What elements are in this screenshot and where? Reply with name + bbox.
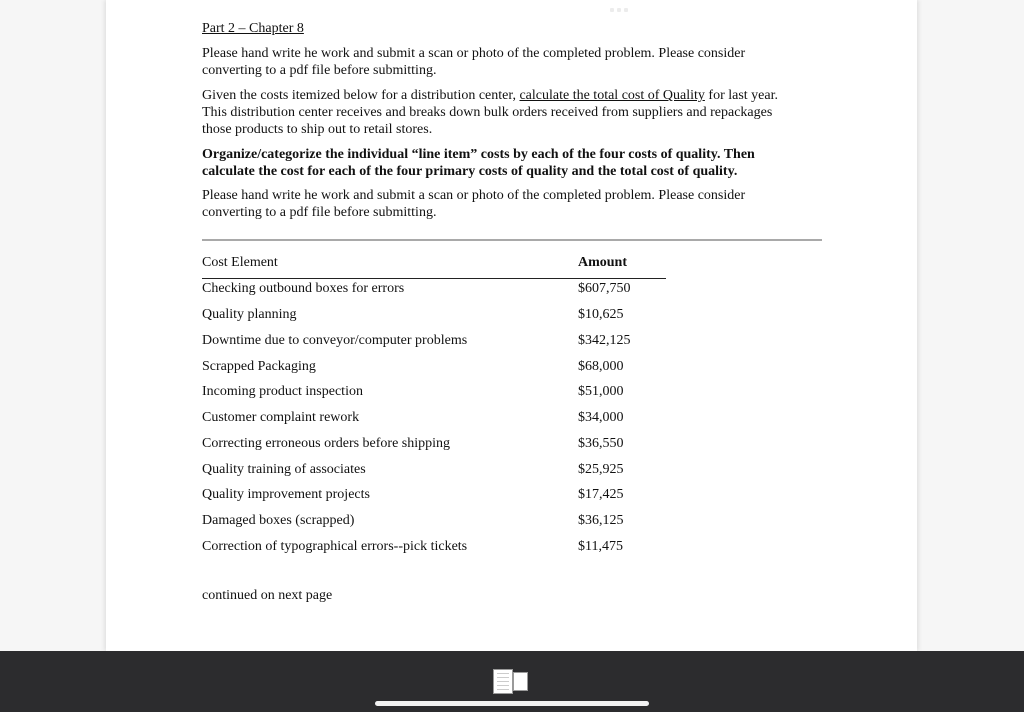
table-row	[202, 332, 672, 349]
cost-element: Quality improvement projects	[202, 487, 370, 502]
cost-element: Customer complaint rework	[202, 410, 360, 425]
instructions-repeat-line-1: Please hand write he work and submit a scan or photo of the completed problem. Please consider	[202, 188, 746, 203]
amount: $17,425	[578, 487, 624, 502]
underlined-task: calculate the total cost of Quality	[519, 88, 705, 103]
cost-element: Checking outbound boxes for errors	[202, 281, 405, 296]
page-title: Part 2 – Chapter 8	[202, 21, 304, 36]
table-row	[202, 409, 672, 426]
cost-element: Scrapped Packaging	[202, 359, 316, 374]
cost-element: Correcting erroneous orders before shipping	[202, 436, 451, 451]
table-row	[202, 306, 672, 323]
table-row	[202, 512, 672, 529]
cost-element: Correction of typographical errors--pick tickets	[202, 539, 468, 554]
amount: $11,475	[578, 539, 623, 554]
home-indicator[interactable]	[375, 701, 649, 706]
table-header	[202, 254, 672, 271]
amount: $34,000	[578, 410, 624, 425]
amount: $25,925	[578, 462, 624, 477]
problem-text: for last year.	[704, 88, 778, 103]
page-thumbnail-1[interactable]	[493, 669, 513, 694]
amount: $342,125	[578, 333, 631, 348]
cost-element: Damaged boxes (scrapped)	[202, 513, 355, 528]
problem-statement-line-2: This distribution center receives and breaks down bulk orders received from suppliers and repackages	[202, 105, 773, 120]
more-options-icon[interactable]	[610, 8, 628, 12]
instructions-line-1: Please hand write he work and submit a scan or photo of the completed problem. Please consider	[202, 46, 746, 61]
task-bold-line-2: calculate the cost for each of the four primary costs of quality and the total cost of quality.	[202, 164, 738, 179]
problem-statement-line-3: those products to ship out to retail stores.	[202, 122, 433, 137]
amount: $36,125	[578, 513, 624, 528]
table-header-rule	[202, 278, 666, 279]
table-row	[202, 435, 672, 452]
table-row	[202, 358, 672, 375]
header-cost-element: Cost Element	[202, 255, 278, 270]
instructions-repeat-line-2: converting to a pdf file before submitting.	[202, 205, 437, 220]
table-row	[202, 486, 672, 503]
task-bold-line-1: Organize/categorize the individual “line item” costs by each of the four costs of quality. Then	[202, 147, 755, 162]
table-row	[202, 461, 672, 478]
continued-note: continued on next page	[202, 588, 333, 603]
section-divider	[202, 239, 822, 241]
header-amount: Amount	[578, 255, 628, 270]
table-row	[202, 383, 672, 400]
amount: $36,550	[578, 436, 624, 451]
amount: $51,000	[578, 384, 624, 399]
cost-element: Downtime due to conveyor/computer problems	[202, 333, 468, 348]
amount: $10,625	[578, 307, 624, 322]
cost-element: Quality planning	[202, 307, 297, 322]
problem-statement-line-1	[202, 87, 778, 104]
page-thumbnail-2[interactable]	[513, 672, 528, 691]
amount: $68,000	[578, 359, 624, 374]
instructions-line-2: converting to a pdf file before submitting.	[202, 63, 437, 78]
problem-text: Given the costs itemized below for a distribution center,	[202, 88, 520, 103]
cost-element: Incoming product inspection	[202, 384, 363, 399]
table-row	[202, 538, 672, 555]
table-row	[202, 280, 672, 297]
cost-element: Quality training of associates	[202, 462, 366, 477]
amount: $607,750	[578, 281, 631, 296]
